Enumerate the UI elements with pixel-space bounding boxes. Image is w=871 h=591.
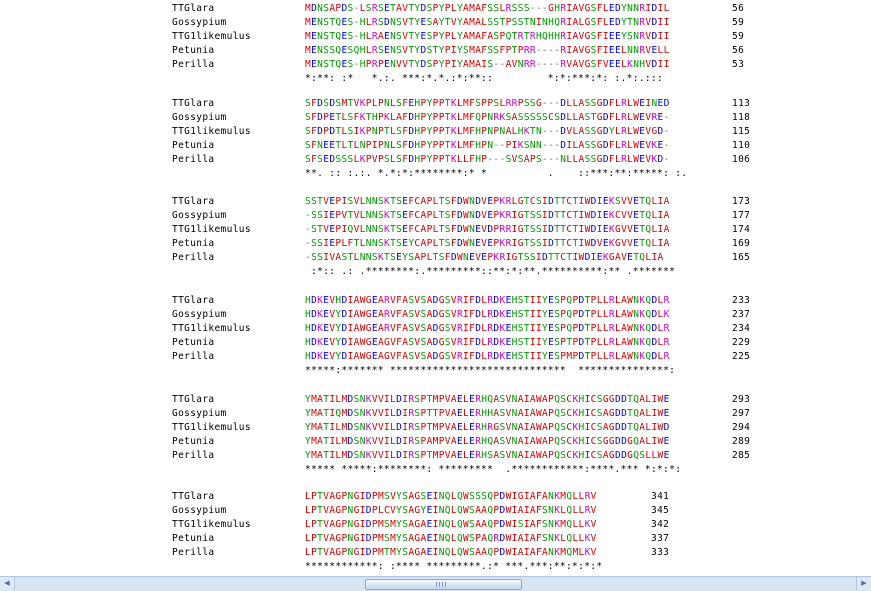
sequence-residues: -SSIVASTLNNSKTSEYSAPLTSFDWNEVEPKRIGTSSIDTTCTIWDIEKGAVETQLIA [305,252,664,263]
residue-count: 293 [732,394,751,405]
sequence-name: Perilla [172,252,215,263]
consensus-symbols: ***** *****:********: ********* .************:****.*** *:*:*: [305,464,682,475]
sequence-name: Petunia [172,140,215,151]
sequence-residues: MENSTQES-HPRPENVVTYDSPYPIYAMAIS--AVNRR----RVAVGSFVEELKNHVDII [305,59,670,70]
sequence-residues: YMATIQMDSNKVVILDIRSPTTPVAELERHHASVNAIAWAPQSCKHICSAGDDTQALIWE [305,408,670,419]
sequence-name: Gossypium [172,408,227,419]
residue-count: 342 [651,519,670,530]
sequence-residues: LPTVAGPNGIDPLCVYSAGYEINQLQWSAAQPDWIAIAFSNKLQLLRV [305,505,597,516]
sequence-residues: YMATILMDSNKVVILDIRSPAMPVAELERHQASVNAIAWAPQSCKHICSGGDDGQALIWE [305,436,670,447]
sequence-name: Petunia [172,533,215,544]
sequence-residues: YMATILMDSNKVVILDIRSPTMPVAELERHRGSVNAIAWAPQSCKHICSAGDDTQALIWD [305,422,670,433]
sequence-residues: SFDPDTLSIKPNPTLSFDHPYPPTKLMFHPNPNALHKTN---DVLASSGDYLRLWEVGD- [305,126,670,137]
residue-count: 233 [732,295,751,306]
sequence-name: Gossypium [172,210,227,221]
sequence-name: TTG1likemulus [172,422,251,433]
sequence-residues: LPTVAGPNGIDPMTMYSAGAEINQLQWSAAQPDWIAIAFANKMQMLKV [305,547,597,558]
sequence-residues: MDNSAPDS-LSRSETAVTYDSPYPLYAMAFSSLRSSS---GHRIAVGSFLEDYNNRIDIL [305,3,670,14]
scroll-left-arrow-icon[interactable]: ◀ [0,577,15,590]
sequence-name: TTGlara [172,394,215,405]
sequence-name: Petunia [172,337,215,348]
residue-count: 225 [732,351,751,362]
sequence-residues: -SSIEPLFTLNNSKTSEYCAPLTSFDWNEVEPKRIGTSSIDTTCTIWDVEKGVVETQLIA [305,238,670,249]
residue-count: 174 [732,224,751,235]
sequence-name: Perilla [172,547,215,558]
consensus-symbols: ************: :**** *********.:* ***.***:**:*:*:* [305,561,603,572]
sequence-name: Petunia [172,238,215,249]
sequence-residues: SFDPETLSFKTHPKLAFDHPYPPTKLMFQPNRKSASSSSSCSDLLASTGDFLRLWEVRE- [305,112,670,123]
sequence-name: Perilla [172,450,215,461]
residue-count: 173 [732,196,751,207]
sequence-residues: -SSIEPVTVLNNSKTSEFCAPLTSFDWNDVEPKRIGTSSIDTTCTIWDIEKCVVETQLIA [305,210,670,221]
scrollbar-thumb[interactable] [365,579,522,590]
sequence-residues: MENSSQESQHLRSENSVTYDSTYPIYSMAFSSFPTPRR----RIAVGSFIEELNNRVELL [305,45,670,56]
sequence-residues: LPTVAGPNGIDPMSVYSAGSEINQLQWSSSQPDWIGIAFANKMQLLRV [305,491,597,502]
sequence-residues: HDKEVYDIAWGEARVFASVSADGSVRIFDLRDKEHSTIIYESPQPDTPLLRLAWNKQDLR [305,323,670,334]
residue-count: 110 [732,140,751,151]
sequence-residues: HDKEVYDIAWGEAGVFASVSADGSVRIFDLRDKEHSTIIYESPTPDTPLLRLAWNKQDLR [305,337,670,348]
residue-count: 237 [732,309,751,320]
sequence-name: TTGlara [172,98,215,109]
sequence-residues: YMATILMDSNKVVILDIRSPTMPVAELERHQASVNAIAWAPQSCKHICSGGDDTQALIWE [305,394,670,405]
residue-count: 59 [732,31,745,42]
residue-count: 297 [732,408,751,419]
sequence-name: TTG1likemulus [172,519,251,530]
sequence-residues: SFDSDSMTVKPLPNLSFEHPYPPTKLMFSPPSLRRPSSG---DLLASSGDFLRLWEINED [305,98,670,109]
sequence-residues: MENSTQES-HLRSDNSVTYESAYTVYAMALSSTPSSTNINHQRIALGSFLEDYTNRVDII [305,17,670,28]
residue-count: 113 [732,98,751,109]
sequence-name: TTG1likemulus [172,323,251,334]
residue-count: 118 [732,112,751,123]
consensus-symbols: *:**: :* *.:. ***:*.*.:*:**:: *:*:***:*: :.*:.::: [305,73,664,84]
residue-count: 177 [732,210,751,221]
residue-count: 294 [732,422,751,433]
grip-icon [436,582,448,587]
sequence-name: TTGlara [172,196,215,207]
sequence-name: TTG1likemulus [172,31,251,42]
sequence-name: Gossypium [172,505,227,516]
sequence-residues: MENSTQES-HLRAENSVTYESPYPLYAMAFASPQTRTRHQHHRIAVGSFIEEYSNRVDII [305,31,670,42]
residue-count: 115 [732,126,751,137]
residue-count: 56 [732,45,745,56]
sequence-name: Perilla [172,154,215,165]
residue-count: 337 [651,533,670,544]
sequence-name: TTGlara [172,3,215,14]
residue-count: 285 [732,450,751,461]
residue-count: 333 [651,547,670,558]
sequence-name: Petunia [172,45,215,56]
sequence-residues: SFSEDSSSLKPVPSLSFDHPYPPTKLLFHP---SVSAPS---NLLASSGDFLRLWEVKD- [305,154,670,165]
residue-count: 345 [651,505,670,516]
consensus-symbols: *****:******* ***************************** ***************: [305,365,676,376]
sequence-residues: -STVEPIQVLNNSKTSEFCAPLTSFDWNEVDPRRIGTSSIDTTCTIWDIEKGVVETQLIA [305,224,670,235]
consensus-symbols: :*:: .: .********:.*********::**:*:**.**********:** .******* [305,266,676,277]
sequence-residues: SSTVEPISVLNNSKTSEFCAPLTSFDWNDVEPKRLGTCSIDTTCTIWDIEKSVVETQLIA [305,196,670,207]
sequence-name: Perilla [172,59,215,70]
residue-count: 53 [732,59,745,70]
sequence-residues: YMATILMDSNKVVILDIRSPTMPVAELERHSASVNAIAWAPQSCKHICSAGDDGQSLLWE [305,450,670,461]
sequence-residues: LPTVAGPNGIDPMSMYSAGAEINQLQWSAAQPDWISIAFSNKMQLLKV [305,519,597,530]
residue-count: 234 [732,323,751,334]
scroll-right-arrow-icon[interactable]: ▶ [856,577,871,590]
sequence-name: TTG1likemulus [172,126,251,137]
sequence-name: TTGlara [172,491,215,502]
residue-count: 165 [732,252,751,263]
sequence-name: TTGlara [172,295,215,306]
sequence-name: Gossypium [172,309,227,320]
sequence-residues: HDKEVYDIAWGEAGVFASVSADGSVRIFDLRDKEHSTIIYESPMPDTPLLRLAWNKQDLR [305,351,670,362]
residue-count: 56 [732,3,745,14]
residue-count: 341 [651,491,670,502]
scrollbar-track[interactable] [15,577,856,590]
sequence-name: TTG1likemulus [172,224,251,235]
sequence-name: Perilla [172,351,215,362]
sequence-residues: SFNEETLTLNPIPNLSFDHPYPPTKLMFHPN--PIKSNN---DILASSGDFLRLWEVKE- [305,140,670,151]
sequence-name: Gossypium [172,112,227,123]
residue-count: 59 [732,17,745,28]
sequence-residues: HDKEVHDIAWGEARVFASVSADGSVRIFDLRDKEHSTIIYESPQPDTPLLRLAWNKQDLR [305,295,670,306]
residue-count: 289 [732,436,751,447]
sequence-residues: LPTVAGPNGIDPMSMYSAGAEINQLQWSPAQRDWIAIAFSNKLQLLKV [305,533,597,544]
sequence-name: Petunia [172,436,215,447]
sequence-name: Gossypium [172,17,227,28]
horizontal-scrollbar[interactable] [0,576,871,591]
sequence-residues: HDKEVYDIAWGEARVFASVSADGSVRIFDLRDKEHSTIIYESPQPDTPLLRLAWNKQDLK [305,309,670,320]
residue-count: 229 [732,337,751,348]
consensus-symbols: **. :: :.:. *.*:*:********:* * . ::***:**:*****: :. [305,168,688,179]
residue-count: 169 [732,238,751,249]
residue-count: 106 [732,154,751,165]
